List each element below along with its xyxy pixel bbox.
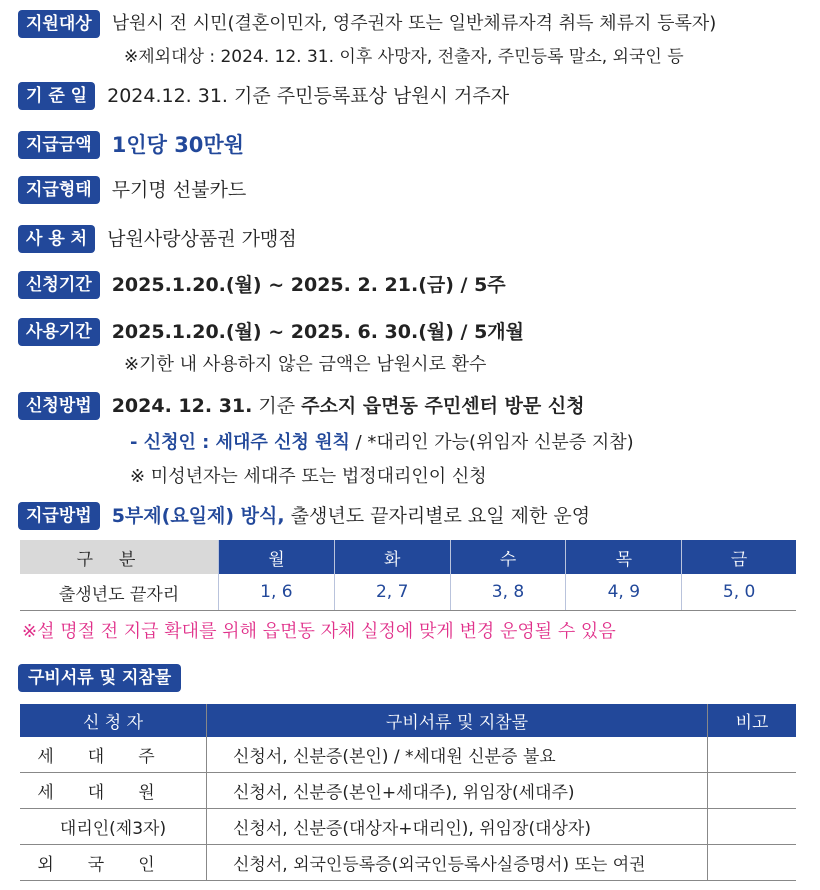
item-pay-method <box>18 502 590 530</box>
schedule-cell: 2, 7 <box>334 574 450 611</box>
minor-note: ※ 미성년자는 세대주 또는 법정대리인이 신청 <box>130 466 487 487</box>
item-label: 사용기간 <box>18 318 100 346</box>
value-bold: 5부제(요일제) 방식, <box>111 505 285 527</box>
docs-applicant: 세대주 <box>20 737 207 773</box>
item-label: 지원대상 <box>18 10 100 38</box>
schedule-header-cell: 수 <box>450 540 566 574</box>
schedule-header-cell: 화 <box>334 540 450 574</box>
item-value <box>112 502 590 530</box>
docs-applicant: 대리인(제3자) <box>20 809 207 845</box>
docs-required: 신청서, 신분증(본인+세대주), 위임장(세대주) <box>207 773 708 809</box>
item-value: 2025.1.20.(월) ~ 2025. 6. 30.(월) / 5개월 <box>111 321 525 343</box>
item-value: 무기명 선불카드 <box>111 179 247 201</box>
docs-header-row <box>20 704 796 737</box>
docs-header-cell: 비고 <box>708 704 797 737</box>
item-value: 남원시 전 시민(결혼이민자, 영주권자 또는 일반체류자격 취득 체류지 등록자) <box>111 13 717 34</box>
schedule-header-cell: 목 <box>566 540 682 574</box>
docs-note <box>708 809 797 845</box>
value-mid: 기준 <box>252 395 302 417</box>
schedule-cell: 3, 8 <box>450 574 566 611</box>
docs-table <box>20 704 796 881</box>
docs-row <box>20 809 796 845</box>
item-apply-method <box>18 392 585 420</box>
item-use-period <box>18 318 524 346</box>
docs-row <box>20 737 796 773</box>
item-target <box>18 10 716 38</box>
item-label: 지급형태 <box>18 176 100 204</box>
exclusion-note: ※제외대상 : 2024. 12. 31. 이후 사망자, 전출자, 주민등록 말소, 외국인 등 <box>124 47 684 67</box>
item-value: 2025.1.20.(월) ~ 2025. 2. 21.(금) / 5주 <box>111 274 506 296</box>
schedule-table <box>20 540 796 611</box>
schedule-header-cell: 금 <box>682 540 796 574</box>
docs-required: 신청서, 신분증(본인) / *세대원 신분증 불요 <box>207 737 708 773</box>
docs-required: 신청서, 신분증(대상자+대리인), 위임장(대상자) <box>207 809 708 845</box>
docs-required: 신청서, 외국인등록증(외국인등록사실증명서) 또는 여권 <box>207 845 708 881</box>
docs-row <box>20 773 796 809</box>
item-amount <box>18 131 244 159</box>
proxy-note: / *대리인 가능(위임자 신분증 지참) <box>349 432 634 453</box>
item-apply-period <box>18 271 506 299</box>
item-value: 남원사랑상품권 가맹점 <box>107 228 297 250</box>
notice-text: ※설 명절 전 지급 확대를 위해 읍면동 자체 실정에 맞게 변경 운영될 수 있음 <box>22 621 616 642</box>
schedule-cell: 1, 6 <box>219 574 335 611</box>
docs-note <box>708 773 797 809</box>
value-date: 2024. 12. 31. <box>111 395 253 417</box>
item-label: 사 용 처 <box>18 225 95 253</box>
docs-header-cell: 신 청 자 <box>20 704 207 737</box>
schedule-cell: 5, 0 <box>682 574 796 611</box>
docs-header-cell: 구비서류 및 지참물 <box>207 704 708 737</box>
schedule-header-row <box>20 540 796 574</box>
docs-note <box>708 845 797 881</box>
schedule-cell: 4, 9 <box>566 574 682 611</box>
item-value: 1인당 30만원 <box>111 133 244 157</box>
schedule-row <box>20 574 796 611</box>
docs-row <box>20 845 796 881</box>
value-place: 주소지 읍면동 주민센터 방문 신청 <box>301 395 585 417</box>
item-label: 지급방법 <box>18 502 100 530</box>
docs-section-title <box>18 664 181 692</box>
docs-applicant: 외국인 <box>20 845 207 881</box>
item-base-date <box>18 82 509 110</box>
item-value: 2024.12. 31. 기준 주민등록표상 남원시 거주자 <box>107 85 510 107</box>
docs-note <box>708 737 797 773</box>
applicant-rule <box>130 428 634 454</box>
item-value <box>112 392 585 420</box>
item-label: 지급금액 <box>18 131 100 159</box>
refund-note: ※기한 내 사용하지 않은 금액은 남원시로 환수 <box>124 354 487 375</box>
item-usage-place <box>18 225 297 253</box>
item-form <box>18 176 246 204</box>
schedule-header-cell: 월 <box>219 540 335 574</box>
value-rest: 출생년도 끝자리별로 요일 제한 운영 <box>284 505 591 527</box>
item-label: 기 준 일 <box>18 82 95 110</box>
schedule-row-label: 출생년도 끝자리 <box>20 574 219 611</box>
item-label: 신청방법 <box>18 392 100 420</box>
applicant-principle: - 신청인 : 세대주 신청 원칙 <box>130 432 350 453</box>
schedule-header-cell: 구분 <box>20 540 219 574</box>
item-label: 신청기간 <box>18 271 100 299</box>
section-label: 구비서류 및 지참물 <box>18 664 181 692</box>
docs-applicant: 세대원 <box>20 773 207 809</box>
